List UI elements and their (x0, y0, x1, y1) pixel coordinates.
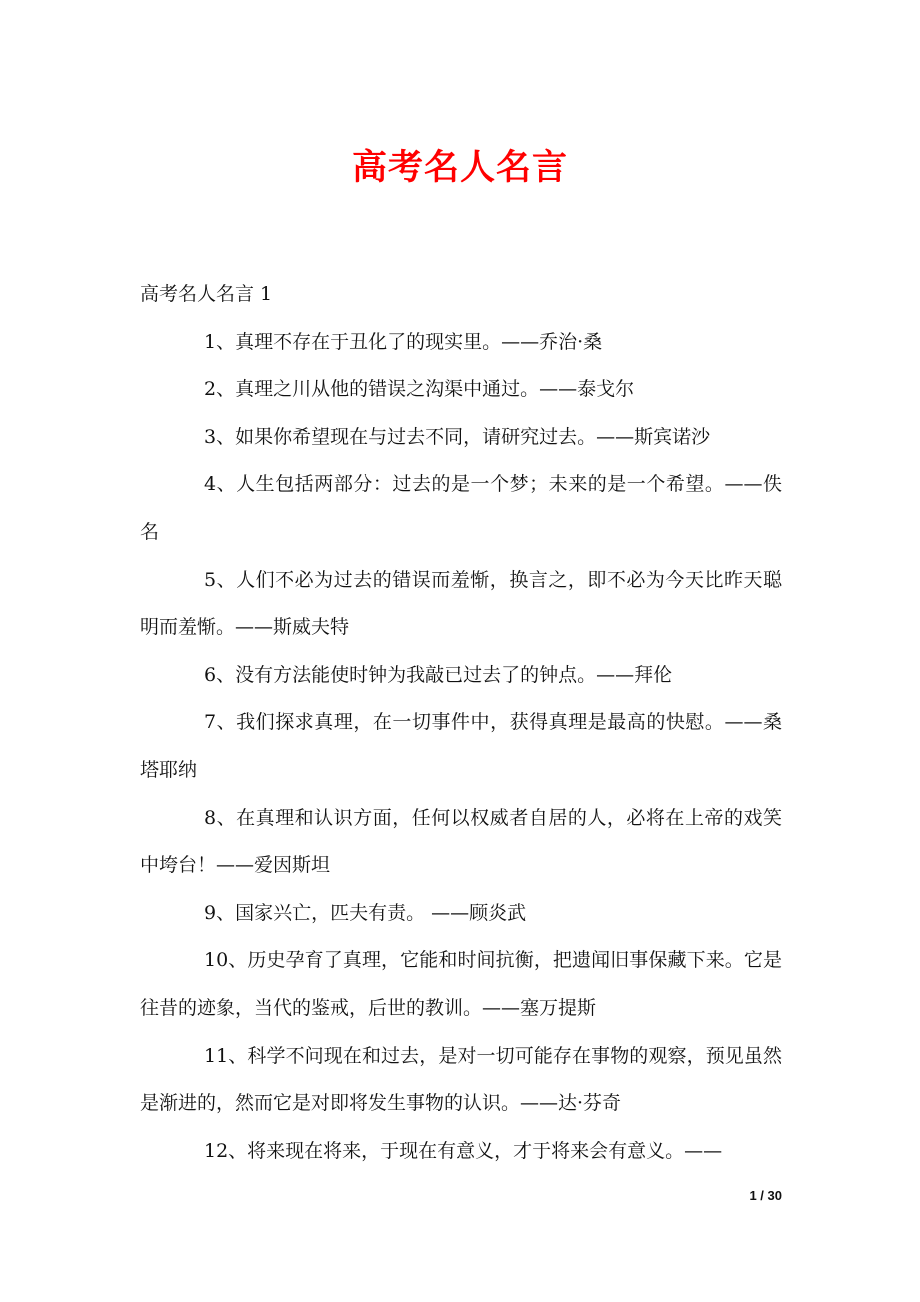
quote-paragraph: 2、真理之川从他的错误之沟渠中通过。——泰戈尔 (204, 378, 635, 401)
quote-paragraph: 3、如果你希望现在与过去不同，请研究过去。——斯宾诺沙 (204, 425, 711, 448)
document-title: 高考名人名言 (351, 147, 568, 188)
quote-paragraph: 1、真理不存在于丑化了的现实里。——乔治·桑 (204, 330, 603, 353)
quote-paragraph: 9、国家兴亡，匹夫有责。 ——顾炎武 (204, 901, 527, 924)
quote-paragraph: 10、历史孕育了真理，它能和时间抗衡，把遗闻旧事保藏下来。它是往昔的迹象，当代的鉴戒，后世的教训。——塞万提斯 (140, 949, 782, 1019)
page-number: 1 / 30 (749, 1188, 782, 1203)
quote-paragraph: 5、人们不必为过去的错误而羞惭，换言之，即不必为今天比昨天聪明而羞惭。——斯威夫特 (140, 568, 782, 639)
document-body (140, 271, 782, 1175)
quote-paragraph: 11、科学不问现在和过去，是对一切可能存在事物的观察，预见虽然是渐进的，然而它是对即将发生事物的认识。——达·芬奇 (140, 1044, 782, 1115)
quote-paragraph: 6、没有方法能使时钟为我敲已过去了的钟点。——拜伦 (204, 663, 673, 686)
quote-paragraph: 8、在真理和认识方面，任何以权威者自居的人，必将在上帝的戏笑中垮台！——爱因斯坦 (140, 806, 782, 877)
quote-paragraph: 7、我们探求真理，在一切事件中，获得真理是最高的快慰。——桑塔耶纳 (140, 711, 782, 781)
quote-paragraph: 4、人生包括两部分：过去的是一个梦；未来的是一个希望。——佚名 (140, 473, 782, 543)
section-heading: 高考名人名言 1 (140, 283, 273, 305)
quote-paragraph: 12、将来现在将来，于现在有意义，才于将来会有意义。—— (204, 1139, 723, 1162)
